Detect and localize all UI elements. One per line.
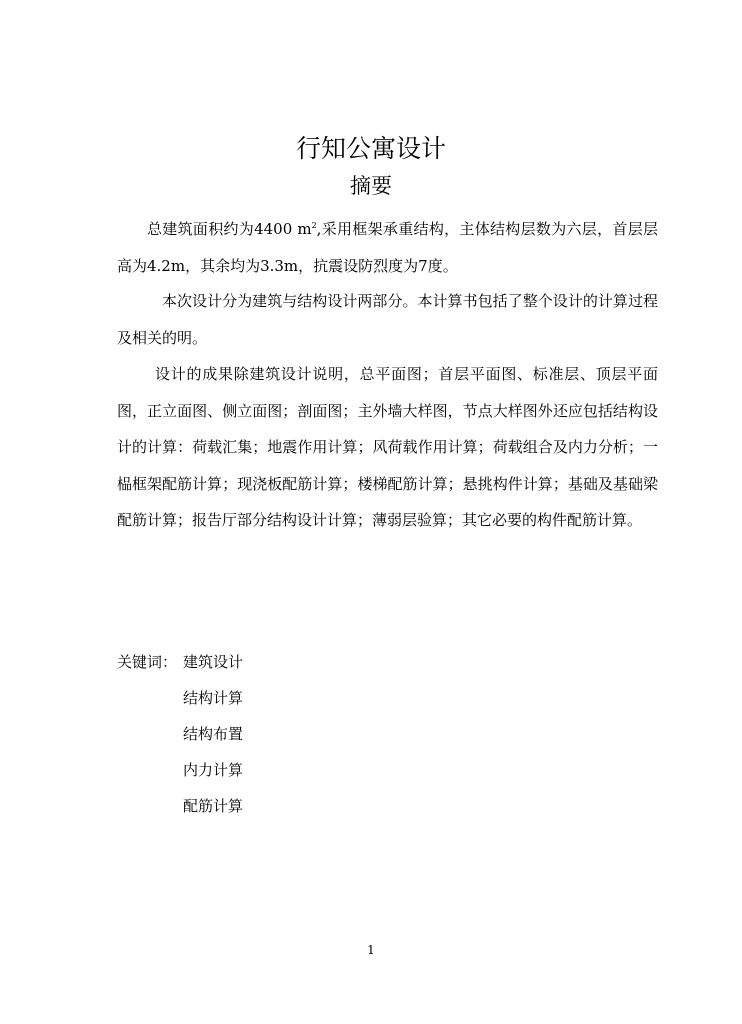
abstract-paragraph-2: 本次设计分为建筑与结构设计两部分。本计算书包括了整个设计的计算过程及相关的明。	[117, 292, 658, 347]
document-title: 行知公寓设计	[295, 134, 446, 163]
page-number: 1	[367, 943, 375, 957]
abstract-paragraph-1	[117, 211, 658, 284]
keyword-item: 建筑设计	[183, 653, 244, 671]
keyword-item: 结构布置	[183, 725, 244, 743]
keywords-label: 关键词：	[117, 653, 178, 671]
keyword-item: 配筋计算	[183, 797, 244, 815]
keyword-item: 结构计算	[183, 689, 244, 707]
abstract-heading: 摘要	[350, 174, 392, 198]
keyword-item: 内力计算	[183, 761, 244, 779]
abstract-paragraph-3: 设计的成果除建筑设计说明，总平面图；首层平面图、标准层、顶层平面图，正立面图、侧立面图；剖面图；主外墙大样图，节点大样图外还应包括结构设计的计算：荷载汇集；地震作用计算；风荷载作用计算；荷载组合及内力分析；一榀框架配筋计算；现浇板配筋计算；楼梯配筋计算；悬挑构件计算；基础及基础梁配筋计算；报告厅部分结构设计计算；薄弱层验算；其它必要的构件配筋计算。	[117, 365, 658, 529]
paragraph-1-text-start: 总建筑面积约为4400 m	[147, 220, 312, 238]
paragraph-1-text-end: ,采用框架承重结构，主体结构层数为六层，首层层高为4.2m，其余均为3.3m，抗震设防烈度为7度。	[117, 220, 658, 275]
superscript-2: 2	[311, 221, 317, 230]
keywords-list	[183, 650, 243, 830]
